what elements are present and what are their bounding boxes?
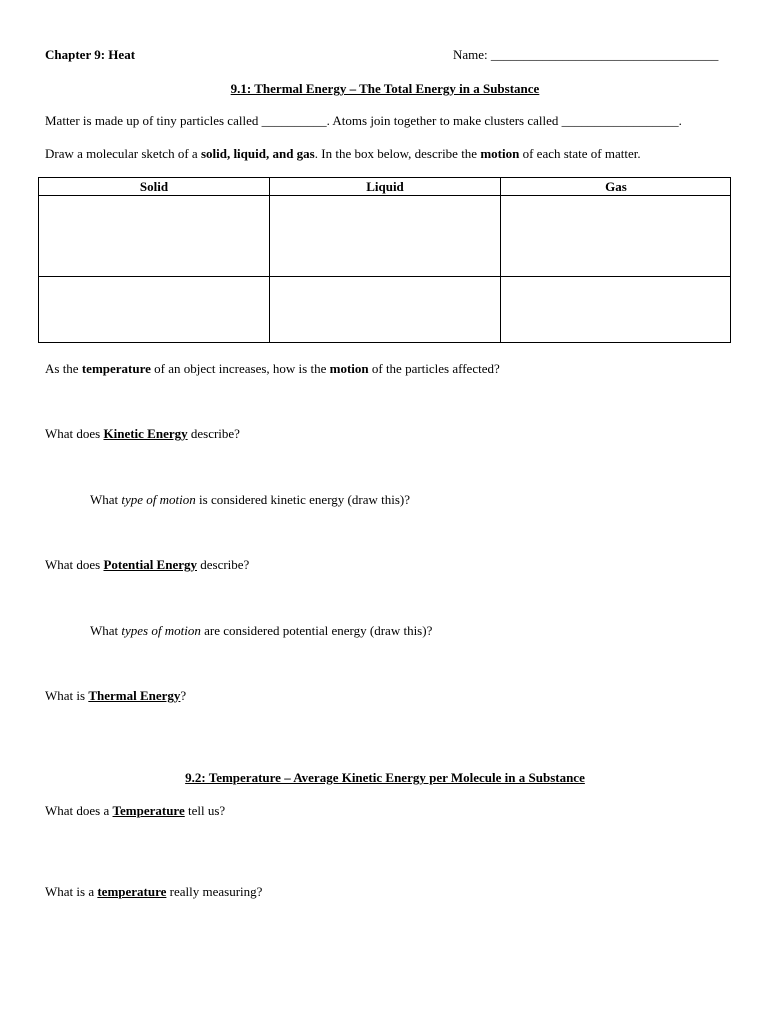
liquid-motion-cell[interactable] [270,277,500,342]
question-thermal-energy: What is Thermal Energy? [45,688,187,703]
question-particles: Matter is made up of tiny particles called __________. Atoms join together to make clusters called __________________. [45,113,682,128]
instruction-sketch: Draw a molecular sketch of a solid, liquid, and gas. In the box below, describe the motion of each state of matter. [45,146,641,161]
name-label: Name: [453,47,488,62]
column-header-gas: Gas [605,179,627,194]
question-potential-energy: What does Potential Energy describe? [45,557,250,572]
blank-particles[interactable]: __________ [261,113,327,128]
column-header-liquid: Liquid [366,179,404,194]
solid-motion-cell[interactable] [39,277,269,342]
question-potential-motion: What types of motion are considered potential energy (draw this)? [90,623,433,638]
name-blank: ___________________________________ [490,47,719,62]
blank-clusters[interactable]: __________________ [561,113,679,128]
question-temperature-tells: What does a Temperature tell us? [45,803,226,818]
question-kinetic-motion: What type of motion is considered kinetic energy (draw this)? [90,492,410,507]
section-1-title: 9.1: Thermal Energy – The Total Energy in a Substance [230,81,540,96]
gas-motion-cell[interactable] [501,277,730,342]
liquid-sketch-cell[interactable] [270,196,500,276]
name-field[interactable] [453,47,718,63]
section-2-title: 9.2: Temperature – Average Kinetic Energy per Molecule in a Substance [185,770,585,785]
chapter-title: Chapter 9: Heat [45,47,136,62]
question-temperature-motion: As the temperature of an object increases, how is the motion of the particles affected? [45,361,500,376]
solid-sketch-cell[interactable] [39,196,269,276]
states-of-matter-table [38,177,731,343]
gas-sketch-cell[interactable] [501,196,730,276]
column-header-solid: Solid [139,179,169,194]
question-kinetic-energy: What does Kinetic Energy describe? [45,426,240,441]
question-temperature-measuring: What is a temperature really measuring? [45,884,263,899]
